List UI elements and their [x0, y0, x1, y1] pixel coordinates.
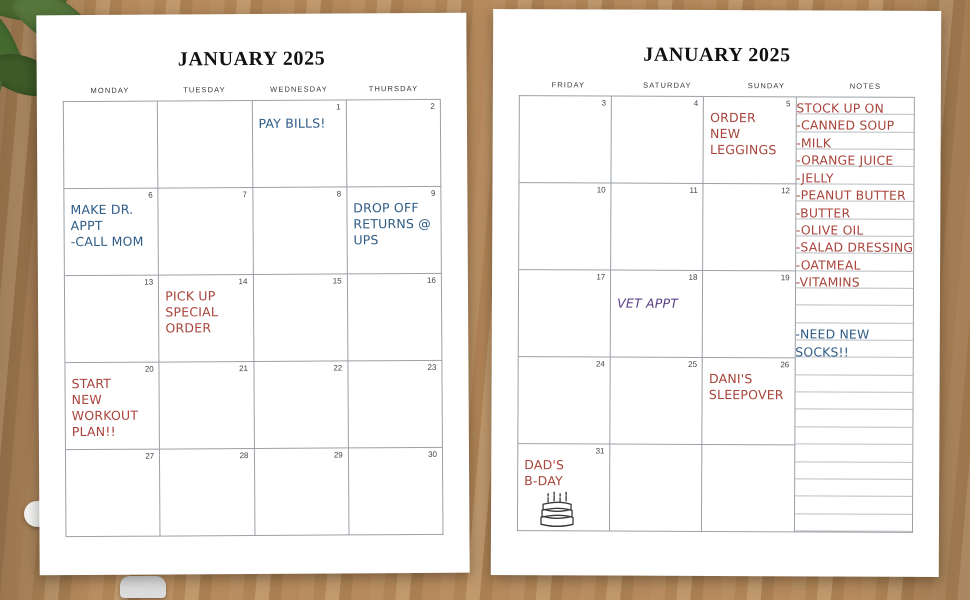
day-number: 1	[336, 102, 341, 112]
calendar-cell[interactable]	[160, 362, 255, 450]
day-number: 6	[148, 190, 153, 200]
binder-clip	[120, 576, 166, 598]
day-note	[261, 463, 343, 464]
calendar-cell[interactable]	[703, 271, 796, 358]
notes-item: -CANNED SOUP	[796, 117, 895, 134]
day-number: 20	[144, 364, 154, 374]
calendar-cell[interactable]	[64, 189, 159, 277]
notes-item	[796, 291, 913, 309]
day-number: 14	[238, 277, 248, 287]
day-number: 8	[336, 189, 342, 199]
day-note: PAY BILLS!	[258, 115, 326, 131]
day-number: 24	[595, 359, 605, 369]
day-note: ORDER NEW LEGGINGS	[709, 109, 777, 158]
birthday-cake-icon	[538, 491, 604, 531]
calendar-cell[interactable]	[703, 358, 796, 445]
day-note	[353, 115, 435, 116]
calendar-cell[interactable]	[253, 187, 348, 275]
day-grid-right	[518, 96, 796, 532]
day-number: 4	[693, 98, 699, 108]
day-note	[166, 464, 248, 465]
notes-item: -VITAMINS	[795, 274, 860, 290]
day-number: 7	[242, 190, 247, 200]
day-note: PICK UP SPECIAL ORDER	[165, 288, 219, 336]
calendar-cell[interactable]	[159, 275, 254, 363]
calendar-cell[interactable]	[348, 274, 443, 362]
day-number: 17	[596, 272, 606, 282]
calendar-grid-right	[517, 95, 915, 533]
notes-item	[795, 308, 912, 326]
day-number: 28	[239, 451, 249, 461]
day-header-wednesday: WEDNESDAY	[270, 84, 328, 94]
notes-header: NOTES	[849, 81, 882, 91]
calendar-cell[interactable]	[158, 101, 253, 189]
calendar-cell[interactable]	[702, 445, 795, 532]
day-note	[165, 203, 247, 204]
day-note: VET APPT	[617, 295, 679, 311]
calendar-cell[interactable]	[253, 274, 348, 362]
notes-item: -BUTTER	[795, 204, 851, 221]
page-title-left: JANUARY 2025	[177, 47, 326, 71]
calendar-cell[interactable]	[349, 448, 444, 536]
day-note	[166, 377, 248, 378]
day-note	[354, 376, 436, 377]
day-number: 19	[780, 273, 790, 283]
notes-item: STOCK UP ON	[796, 100, 885, 116]
day-number: 9	[430, 188, 436, 198]
calendar-cell[interactable]	[518, 357, 611, 444]
day-number: 3	[601, 98, 607, 108]
day-number: 15	[332, 276, 342, 286]
notes-item: -OLIVE OIL	[795, 222, 864, 238]
day-number: 12	[781, 186, 791, 196]
calendar-cell[interactable]	[347, 187, 442, 275]
day-note: DAD'S B-DAY	[524, 457, 565, 489]
day-note: DROP OFF RETURNS @ UPS	[353, 199, 431, 248]
calendar-cell[interactable]	[611, 271, 704, 358]
calendar-cell[interactable]	[519, 270, 612, 357]
notes-item: -ORANGE JUICE	[796, 152, 894, 169]
notes-panel[interactable]	[795, 97, 915, 533]
day-number: 18	[688, 272, 698, 282]
day-note	[72, 465, 154, 466]
calendar-page-left	[36, 13, 469, 576]
day-number: 31	[595, 446, 605, 456]
day-header-saturday: SATURDAY	[643, 80, 692, 90]
calendar-cell[interactable]	[252, 100, 347, 188]
day-number: 22	[333, 363, 343, 373]
calendar-cell[interactable]	[159, 188, 254, 276]
day-number: 30	[428, 449, 438, 459]
calendar-cell[interactable]	[703, 184, 796, 271]
calendar-cell[interactable]	[612, 97, 705, 184]
day-header-tuesday: TUESDAY	[183, 85, 226, 95]
day-number: 10	[596, 185, 606, 195]
calendar-cell[interactable]	[348, 361, 443, 449]
day-header-thursday: THURSDAY	[368, 83, 419, 94]
day-note: START NEW WORKOUT PLAN!!	[71, 375, 139, 440]
calendar-cell[interactable]	[254, 448, 349, 536]
day-note	[259, 202, 341, 203]
calendar-cell[interactable]	[64, 102, 159, 190]
day-number: 26	[780, 360, 790, 370]
day-number: 16	[426, 275, 436, 285]
calendar-cell[interactable]	[65, 276, 160, 364]
day-number: 27	[145, 451, 155, 461]
notes-item: -MILK	[796, 135, 832, 151]
notes-item: -NEED NEW	[795, 326, 870, 343]
calendar-cell[interactable]	[65, 363, 160, 451]
notes-item: -PEANUT BUTTER	[795, 187, 906, 203]
notes-list	[795, 97, 914, 361]
calendar-cell[interactable]	[519, 183, 612, 270]
calendar-cell[interactable]	[611, 184, 704, 271]
calendar-cell[interactable]	[160, 449, 255, 537]
day-number: 11	[689, 185, 698, 195]
calendar-page-right	[491, 9, 941, 577]
day-number: 21	[239, 364, 248, 374]
calendar-cell[interactable]	[610, 445, 703, 532]
day-header-sunday: SUNDAY	[747, 81, 786, 91]
calendar-cell[interactable]	[518, 444, 611, 531]
notes-item: -SALAD DRESSING	[795, 239, 914, 256]
day-header-monday: MONDAY	[90, 85, 130, 95]
day-number: 29	[333, 450, 343, 460]
day-header-friday: FRIDAY	[551, 80, 586, 90]
day-note	[70, 117, 152, 118]
day-number: 23	[427, 362, 437, 372]
day-header-row-right	[493, 80, 941, 97]
day-number: 2	[430, 101, 435, 111]
day-note: MAKE DR. APPT -CALL MOM	[70, 201, 144, 250]
day-note	[260, 376, 342, 377]
calendar-grid-left	[63, 99, 444, 537]
notes-item: -JELLY	[796, 170, 834, 186]
calendar-cell[interactable]	[611, 358, 704, 445]
day-number: 13	[144, 277, 154, 287]
notes-item: SOCKS!!	[795, 344, 849, 360]
page-title-right: JANUARY 2025	[643, 43, 791, 67]
day-note	[164, 116, 246, 117]
notes-item: -OATMEAL	[795, 257, 861, 273]
day-note	[71, 291, 153, 292]
day-number: 5	[785, 99, 791, 109]
calendar-cell[interactable]	[519, 96, 612, 183]
day-number: 25	[688, 359, 698, 369]
day-note	[259, 289, 341, 290]
calendar-cell[interactable]	[347, 100, 442, 188]
calendar-cell[interactable]	[254, 361, 349, 449]
day-note	[355, 463, 437, 464]
calendar-cell[interactable]	[704, 97, 797, 184]
day-header-row-left	[37, 84, 467, 102]
day-note	[354, 289, 436, 290]
calendar-cell[interactable]	[66, 450, 161, 538]
day-note: DANI'S SLEEPOVER	[708, 370, 784, 403]
